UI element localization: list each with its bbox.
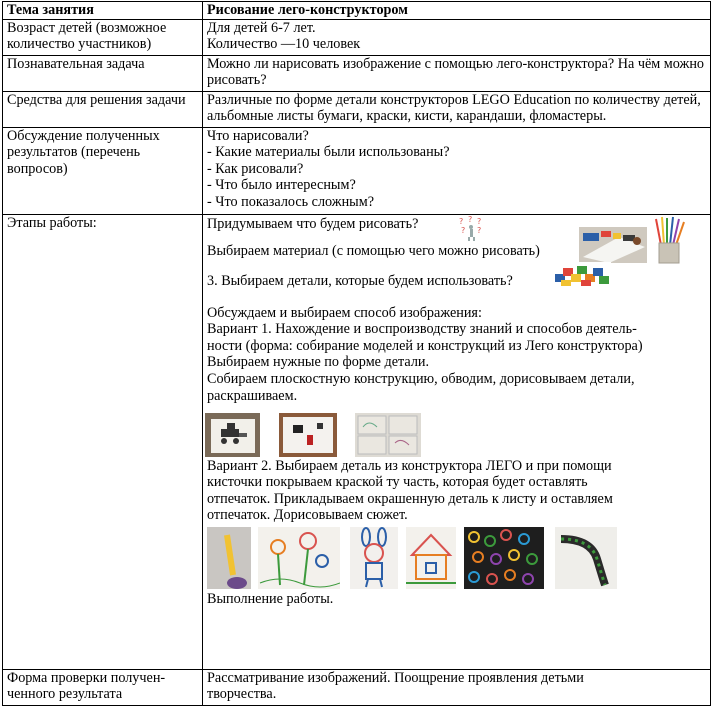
lesson-plan-table: [2, 1, 711, 706]
header-row: [3, 2, 711, 20]
stage-text-line: Обсуждаем и выбираем способ изображения:: [207, 304, 482, 321]
stage-text-line: Вариант 2. Выбираем деталь из конструктора ЛЕГО и при помощи: [207, 457, 612, 474]
check-label: [3, 669, 203, 705]
age-line: Количество —10 человек: [207, 36, 361, 53]
svg-text:?: ?: [468, 214, 473, 224]
discussion-question: - Как рисовали?: [207, 160, 304, 177]
check-label-line: ченного результата: [7, 686, 123, 703]
variant1-photo: [355, 413, 421, 457]
row-task: [3, 55, 711, 91]
stage-step-1: Придумываем что будем рисовать?: [207, 215, 419, 232]
svg-text:?: ?: [477, 225, 482, 235]
variant2-photo: [207, 527, 251, 589]
variant1-block: [207, 305, 643, 405]
age-value: [203, 19, 711, 55]
task-value: Можно ли нарисовать изображение с помощью лего-конструктора? На чём можно рисовать?: [203, 55, 711, 91]
task-label: Познавательная задача: [3, 55, 203, 91]
stage-step-2: Выбираем материал (с помощью чего можно рисовать): [207, 242, 540, 259]
discussion-question: - Что было интересным?: [207, 177, 356, 194]
variant2-photo: [406, 527, 456, 589]
svg-text:?: ?: [459, 216, 464, 226]
row-tools: [3, 91, 711, 127]
check-value-line: творчества.: [207, 686, 277, 703]
question-figure-icon: [457, 215, 487, 241]
stage-text-line: отпечаток. Прикладываем окрашенную деталь к листу и оставляем: [207, 490, 613, 507]
stage-text-line: Выбираем нужные по форме детали.: [207, 354, 430, 371]
variant2-photo: [258, 527, 340, 589]
variant1-photo: [279, 413, 337, 457]
variant2-photo: [350, 527, 398, 589]
pencils-cup-photo: [653, 215, 687, 265]
row-stages: [3, 214, 711, 669]
discussion-question: Что нарисовали?: [207, 127, 309, 144]
stage-text-line: кисточки покрываем краской ту часть, которая будет оставлять: [207, 474, 588, 491]
discussion-value: [203, 127, 711, 214]
age-label: Возраст детей (возможное количество участников): [3, 19, 203, 55]
age-line: Для детей 6-7 лет.: [207, 19, 316, 36]
stage-text-line: ности (форма: собирание моделей и конструкций из Лего конструктора): [207, 337, 643, 354]
stage-done: Выполнение работы.: [207, 590, 334, 607]
discussion-question: - Какие материалы были использованы?: [207, 144, 450, 161]
header-topic-value: Рисование лего-конструктором: [203, 2, 711, 20]
discussion-label: Обсуждение полученных результатов (перечень вопросов): [3, 127, 203, 214]
variant2-photo: [464, 527, 544, 589]
row-age: [3, 19, 711, 55]
check-value-line: Рассматривание изображений. Поощрение проявления детьми: [207, 669, 584, 686]
stage-text-line: Вариант 1. Нахождение и воспроизводству знаний и способов деятель-: [207, 321, 637, 338]
discussion-question: - Что показалось сложным?: [207, 193, 374, 210]
variant2-photo: [555, 527, 617, 589]
header-topic-label: Тема занятия: [3, 2, 203, 20]
stage-text-line: отпечаток. Дорисовываем сюжет.: [207, 507, 408, 524]
check-label-line: Форма проверки получен-: [7, 669, 166, 686]
stage-text-line: Собираем плоскостную конструкцию, обводим, дорисовываем детали,: [207, 370, 635, 387]
stage-step-3: 3. Выбираем детали, которые будем использовать?: [207, 272, 513, 289]
lego-bricks-photo: [553, 262, 611, 288]
svg-text:?: ?: [461, 225, 466, 235]
stage-text-line: раскрашиваем.: [207, 387, 298, 404]
stages-value: [203, 214, 711, 669]
check-value: [203, 669, 711, 705]
tools-label: Средства для решения задачи: [3, 91, 203, 127]
variant2-block: [207, 458, 613, 524]
tools-value: Различные по форме детали конструкторов LEGO Education по количеству детей, альбомные листы бумаги, краски, кисти, карандаши, фломастеры.: [203, 91, 711, 127]
row-check: [3, 669, 711, 705]
row-discussion: [3, 127, 711, 214]
variant1-photo: [205, 413, 260, 457]
svg-text:?: ?: [477, 216, 482, 226]
materials-photo: [579, 227, 647, 263]
stages-label: Этапы работы:: [3, 214, 203, 669]
